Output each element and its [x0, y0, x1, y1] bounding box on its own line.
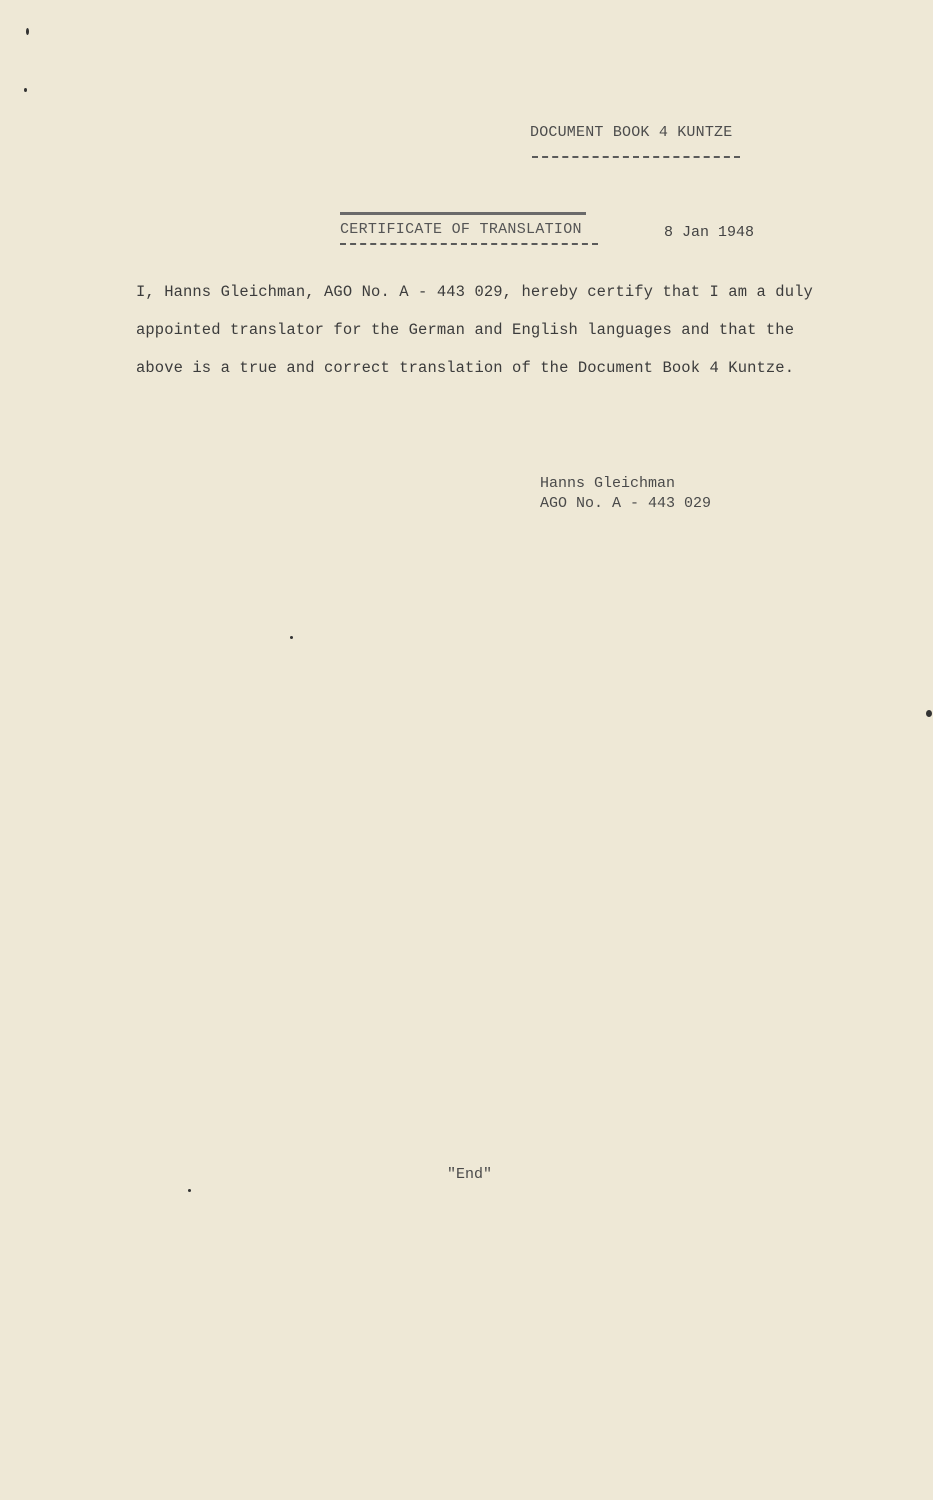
margin-mark	[24, 88, 27, 92]
signatory-ago-number: AGO No. A - 443 029	[540, 495, 712, 512]
margin-mark	[926, 710, 932, 717]
certificate-date: 8 Jan 1948	[664, 224, 755, 241]
certification-text-line: I, Hanns Gleichman, AGO No. A - 443 029, hereby certify that I am a duly	[136, 283, 813, 301]
signatory-name: Hanns Gleichman	[540, 475, 676, 492]
certificate-title-underline	[340, 243, 598, 245]
certificate-title-overline	[340, 212, 586, 215]
document-reference: DOCUMENT BOOK 4 KUNTZE	[530, 124, 733, 141]
certification-text-line: above is a true and correct translation of the Document Book 4 Kuntze.	[136, 359, 795, 377]
certificate-title: CERTIFICATE OF TRANSLATION	[340, 221, 582, 238]
margin-mark	[290, 636, 293, 639]
certification-text-line: appointed translator for the German and English languages and that the	[136, 321, 795, 339]
margin-mark	[188, 1189, 191, 1192]
end-marker: "End"	[447, 1166, 493, 1183]
document-reference-underline	[532, 156, 740, 158]
margin-mark	[26, 28, 29, 35]
